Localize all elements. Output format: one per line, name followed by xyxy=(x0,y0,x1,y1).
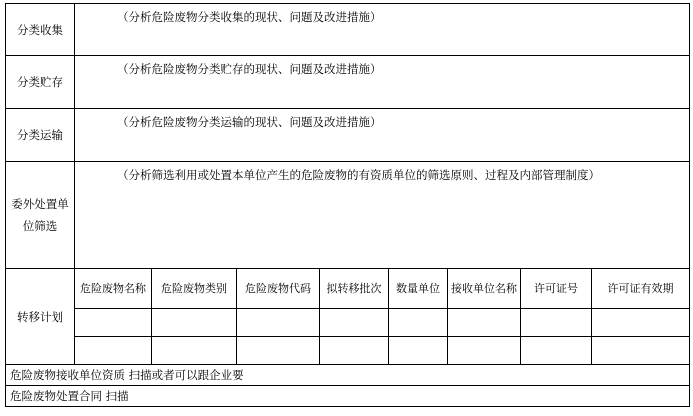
storage-label: 分类贮存 xyxy=(6,56,75,109)
blank-cell xyxy=(448,337,521,365)
disposal-contract-text: 危险废物处置合同 扫描 xyxy=(6,386,690,407)
blank-cell xyxy=(592,309,690,337)
header-waste-name: 危险废物名称 xyxy=(75,269,152,309)
transport-label: 分类运输 xyxy=(6,109,75,162)
header-waste-code: 危险废物代码 xyxy=(237,269,320,309)
header-license-validity: 许可证有效期 xyxy=(592,269,690,309)
storage-row xyxy=(6,56,690,109)
storage-note: （分析危险废物分类贮存的现状、问题及改进措施） xyxy=(75,56,690,109)
transport-row xyxy=(6,109,690,162)
blank-cell xyxy=(237,309,320,337)
header-license-number: 许可证号 xyxy=(521,269,592,309)
header-receiver-name: 接收单位名称 xyxy=(448,269,521,309)
screening-label: 委外处置单位筛选 xyxy=(6,162,75,269)
blank-cell xyxy=(448,309,521,337)
screening-row xyxy=(6,162,690,269)
blank-cell xyxy=(521,309,592,337)
transfer-plan-blank-row xyxy=(6,309,690,337)
blank-cell xyxy=(320,309,389,337)
blank-cell xyxy=(592,337,690,365)
blank-cell xyxy=(75,309,152,337)
collection-label: 分类收集 xyxy=(6,4,75,56)
contract-row xyxy=(6,386,690,407)
header-planned-batches: 拟转移批次 xyxy=(320,269,389,309)
transfer-plan-blank-row xyxy=(6,337,690,365)
screening-note: （分析筛选利用或处置本单位产生的危险废物的有资质单位的筛选原则、过程及内部管理制度） xyxy=(75,162,690,269)
blank-cell xyxy=(152,337,237,365)
transport-note: （分析危险废物分类运输的现状、问题及改进措施） xyxy=(75,109,690,162)
collection-row xyxy=(6,4,690,56)
header-quantity-unit: 数量单位 xyxy=(389,269,448,309)
collection-note: （分析危险废物分类收集的现状、问题及改进措施） xyxy=(75,4,690,56)
transfer-plan-header-row xyxy=(6,269,690,309)
transfer-plan-label: 转移计划 xyxy=(6,269,75,365)
blank-cell xyxy=(75,337,152,365)
blank-cell xyxy=(237,337,320,365)
hazardous-waste-management-table xyxy=(5,3,690,407)
blank-cell xyxy=(389,309,448,337)
qualification-row xyxy=(6,365,690,386)
blank-cell xyxy=(320,337,389,365)
blank-cell xyxy=(389,337,448,365)
receiver-qualification-text: 危险废物接收单位资质 扫描或者可以跟企业要 xyxy=(6,365,690,386)
blank-cell xyxy=(152,309,237,337)
blank-cell xyxy=(521,337,592,365)
header-waste-category: 危险废物类别 xyxy=(152,269,237,309)
